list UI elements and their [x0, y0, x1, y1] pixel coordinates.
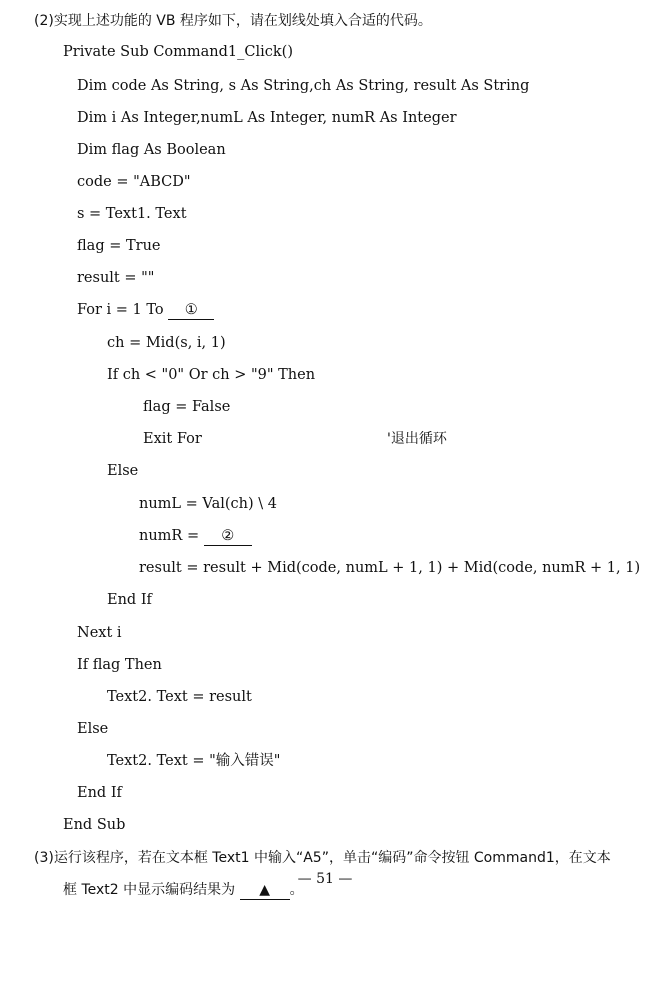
code-sub-start: Private Sub Command1_Click()	[63, 44, 293, 60]
code-assign-flag: flag = True	[77, 238, 161, 254]
code-exit-for: Exit For	[143, 431, 202, 447]
code-next-i: Next i	[77, 625, 122, 641]
code-else-1: Else	[107, 463, 139, 479]
question-3-line-1: (3)运行该程序，若在文本框 Text1 中输入“A5”，单击“编码”命令按钮 Command1，在文本	[34, 850, 611, 866]
code-assign-s: s = Text1. Text	[77, 206, 187, 222]
question-2-intro: (2)实现上述功能的 VB 程序如下，请在划线处填入合适的代码。	[34, 13, 432, 29]
code-numr-assign	[139, 526, 252, 546]
q3-prefix: 框 Text2 中显示编码结果为	[63, 882, 236, 898]
code-if-check: If ch < "0" Or ch > "9" Then	[107, 367, 316, 383]
blank-2: ②	[204, 527, 252, 546]
code-flag-false: flag = False	[143, 399, 231, 415]
numr-prefix: numR =	[139, 528, 200, 544]
code-else-2: Else	[77, 721, 109, 737]
code-dim-boolean: Dim flag As Boolean	[77, 142, 226, 158]
code-for-loop	[77, 300, 214, 320]
for-prefix: For i = 1 To	[77, 302, 164, 318]
code-assign-code: code = "ABCD"	[77, 174, 191, 190]
code-end-if-1: End If	[107, 592, 152, 608]
code-text2-error: Text2. Text = "输入错误"	[107, 753, 281, 769]
code-assign-result: result = ""	[77, 270, 155, 286]
q3-suffix: 。	[289, 882, 304, 898]
code-result-concat: result = result + Mid(code, numL + 1, 1) + Mid(code, numR + 1, 1)	[139, 560, 641, 576]
code-text2-result: Text2. Text = result	[107, 689, 252, 705]
answer-blank: ▲	[240, 881, 290, 900]
code-end-if-2: End If	[77, 785, 122, 801]
code-exit-comment: '退出循环	[387, 431, 447, 447]
page-number: — 51 —	[297, 871, 353, 887]
code-end-sub: End Sub	[63, 817, 126, 833]
code-numl-assign: numL = Val(ch) \ 4	[139, 496, 277, 512]
code-dim-strings: Dim code As String, s As String,ch As String, result As String	[77, 78, 530, 94]
code-if-flag: If flag Then	[77, 657, 162, 673]
code-ch-mid: ch = Mid(s, i, 1)	[107, 335, 226, 351]
blank-1: ①	[168, 301, 214, 320]
code-dim-integers: Dim i As Integer,numL As Integer, numR As Integer	[77, 110, 457, 126]
